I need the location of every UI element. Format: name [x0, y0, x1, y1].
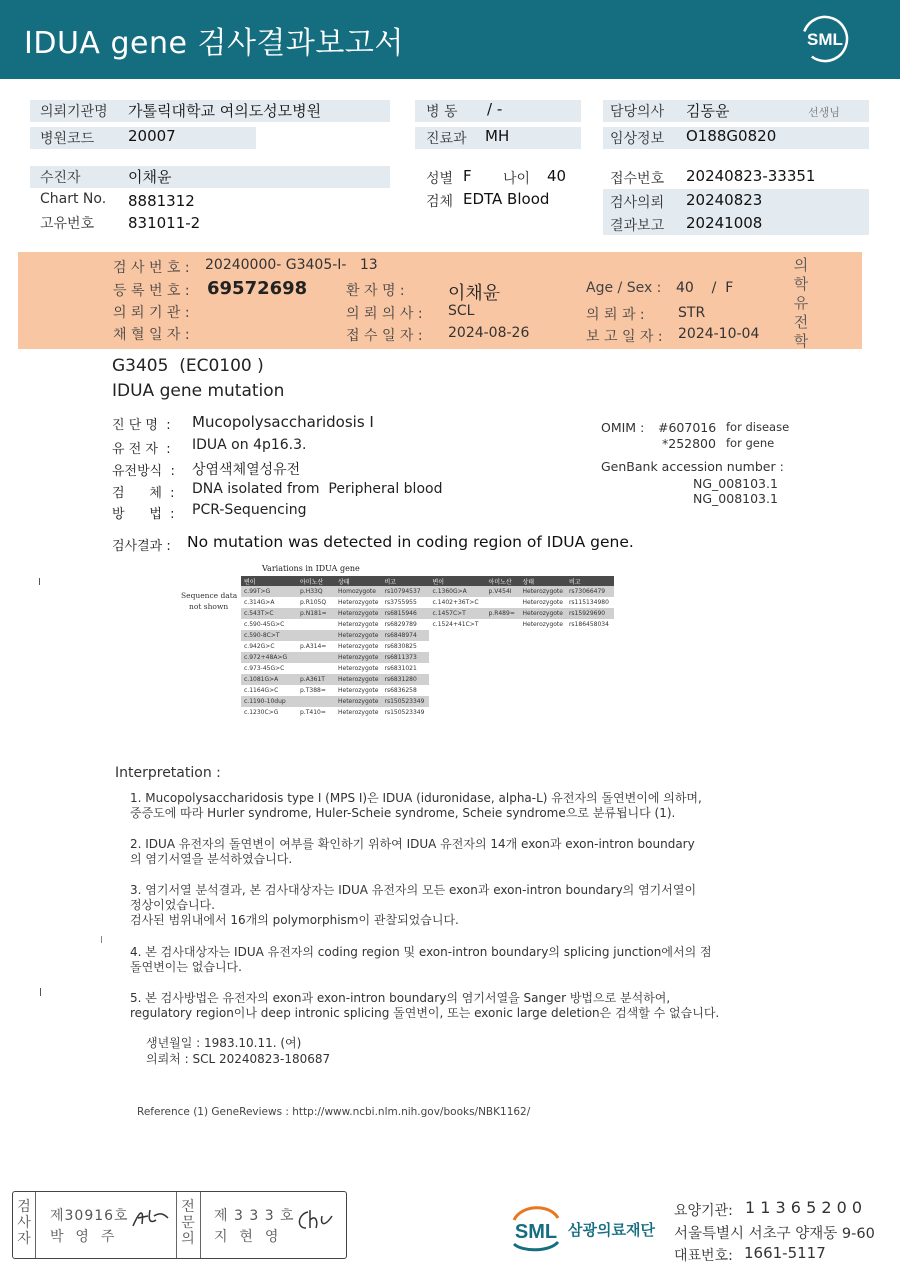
interpretation-title: Interpretation : — [115, 765, 221, 781]
org-name: 삼광의료재단 — [568, 1221, 655, 1239]
patient-value: 이채윤 — [128, 168, 172, 186]
variations-body — [241, 586, 614, 718]
result-label: 검사결과 : — [112, 539, 171, 554]
omim-disease: #607016 — [658, 420, 717, 435]
variations-side-label-1: Sequence data — [181, 591, 238, 600]
requester: 의뢰처 : SCL 20240823-180687 — [146, 1052, 331, 1066]
slip-reg-no: 69572698 — [207, 278, 308, 299]
result-text: No mutation was detected in coding region of IDUA gene. — [187, 533, 634, 551]
table-cell — [429, 663, 485, 674]
table-cell: c.590-8C>T — [241, 630, 297, 641]
sig1-role-char: 사 — [17, 1215, 31, 1231]
interp-1b: 중증도에 따라 Hurler syndrome, Huler-Scheie syndrome, Scheie syndrome으로 분류됩니다 (1). — [130, 806, 676, 820]
specimen-value: EDTA Blood — [463, 190, 550, 208]
table-cell: Heterozygote — [335, 608, 381, 619]
slip-side-char: 의 — [793, 256, 809, 274]
table-cell: c.1164G>C — [244, 687, 279, 694]
slip-report-date-label: 보 고 일 자 : — [586, 329, 663, 345]
specimen-label: 검체 — [426, 194, 454, 210]
table-cell: c.942G>C — [244, 643, 275, 650]
table-cell — [297, 663, 335, 674]
genbank-1: NG_008103.1 — [693, 476, 778, 491]
sex-label: 성별 — [426, 171, 454, 187]
interp-2a: 2. IDUA 유전자의 돌연변이 여부를 확인하기 위하여 IDUA 유전자의 14개 exon과 exon-intron boundary — [130, 837, 695, 851]
provider-number: 1 1 3 6 5 2 0 0 — [745, 1198, 863, 1217]
sig1-number: 제30916호 — [50, 1208, 129, 1224]
dept-label: 진료과 — [426, 131, 467, 147]
table-cell — [566, 674, 614, 685]
request-value: 20240823 — [686, 191, 763, 209]
table-row — [241, 674, 614, 685]
table-cell — [485, 641, 519, 652]
sig1-role-char: 자 — [17, 1231, 31, 1247]
table-cell — [429, 674, 485, 685]
col-header: 변이 — [241, 576, 297, 586]
table-cell: rs6836258 — [384, 687, 417, 694]
sig2-signature-icon — [294, 1208, 334, 1232]
table-cell: p.N181= — [297, 608, 335, 619]
birth-date: 생년월일 : 1983.10.11. (여) — [146, 1036, 302, 1050]
table-cell: Heterozygote — [338, 621, 379, 628]
clinical-value: O188G0820 — [686, 127, 777, 145]
table-cell: rs6830825 — [384, 643, 417, 650]
slip-side-char: 유 — [793, 294, 809, 312]
table-cell: Heterozygote — [338, 687, 379, 694]
table-cell: c.972+48A>G — [241, 652, 297, 663]
chart-label: Chart No. — [40, 191, 107, 207]
slip-report-date: 2024-10-04 — [678, 326, 760, 342]
table-cell: c.973-45G>C — [244, 665, 285, 672]
sig2-role-char: 문 — [181, 1215, 195, 1231]
slip-req-dept: STR — [678, 305, 706, 321]
table-cell — [566, 663, 614, 674]
table-cell — [519, 652, 565, 663]
ward-value: / - — [487, 100, 503, 118]
slip-recv-date-label: 접 수 일 자 : — [346, 328, 423, 344]
hospital-code-value: 20007 — [128, 127, 176, 145]
diag-label: 진 단 명 : — [112, 418, 171, 433]
table-cell: c.314G>A — [244, 599, 275, 606]
address: 서울특별시 서초구 양재동 9-60 — [674, 1226, 875, 1242]
sample-label: 검 체 : — [112, 486, 175, 501]
table-cell — [485, 696, 519, 707]
table-cell — [519, 641, 565, 652]
variations-title: Variations in IDUA gene — [262, 564, 360, 573]
sml-logo-text: SML — [807, 30, 843, 49]
method-value: PCR-Sequencing — [192, 502, 307, 518]
table-cell: c.1360G>A — [429, 586, 485, 597]
table-cell — [566, 652, 614, 663]
interp-3a: 3. 염기서열 분석결과, 본 검사대상자는 IDUA 유전자의 모든 exon과 exon-intron boundary의 염기서열이 — [130, 883, 697, 897]
table-cell: p.A314= — [300, 643, 327, 650]
slip-reg-no-label: 등 록 번 호 : — [113, 283, 190, 299]
inherit-value: 상염색체열성유전 — [192, 462, 301, 478]
table-cell: c.99T>G — [241, 586, 297, 597]
table-row — [241, 707, 614, 718]
col-header: 비고 — [566, 576, 614, 586]
receipt-label: 접수번호 — [610, 171, 665, 187]
sex-value: F — [463, 167, 472, 185]
table-cell: p.V454I — [485, 586, 519, 597]
slip-req-doctor: SCL — [448, 303, 475, 319]
table-cell: rs15929690 — [566, 608, 614, 619]
table-cell — [485, 685, 519, 696]
footer-logo-text: SML — [514, 1221, 558, 1243]
chart-value: 8881312 — [128, 192, 195, 210]
table-cell — [429, 707, 485, 718]
table-cell: rs3755955 — [384, 599, 417, 606]
table-row — [241, 652, 614, 663]
slip-side-char: 학 — [793, 275, 809, 293]
variations-table-wrap — [241, 576, 614, 718]
table-cell: rs6831280 — [381, 674, 429, 685]
table-cell — [297, 696, 335, 707]
phone-label: 대표번호: — [674, 1248, 733, 1264]
table-cell: rs73066479 — [566, 586, 614, 597]
col-header: 변이 — [429, 576, 485, 586]
col-header: 상태 — [519, 576, 565, 586]
doctor-value: 김동윤 — [686, 102, 730, 120]
table-cell: p.A361T — [297, 674, 335, 685]
table-cell — [566, 630, 614, 641]
request-label: 검사의뢰 — [610, 195, 665, 211]
table-row — [241, 696, 614, 707]
table-cell: rs6815946 — [381, 608, 429, 619]
scan-mark — [39, 578, 40, 585]
table-cell — [485, 619, 519, 630]
footer-sml-logo-icon — [508, 1200, 564, 1254]
table-cell — [566, 685, 614, 696]
table-cell: Homozygote — [335, 586, 381, 597]
table-cell — [297, 619, 335, 630]
slip-side-label — [792, 256, 810, 351]
inherit-label: 유전방식 : — [112, 464, 175, 479]
gene-label: 유 전 자 : — [112, 442, 171, 457]
table-cell — [519, 707, 565, 718]
interp-4b: 돌연변이는 없습니다. — [130, 960, 242, 974]
table-cell: Heterozygote — [335, 696, 381, 707]
table-cell — [297, 630, 335, 641]
scan-mark — [40, 988, 41, 996]
interp-2b: 의 염기서열을 분석하였습니다. — [130, 852, 293, 866]
table-cell: p.H33Q — [297, 586, 335, 597]
sml-logo-icon — [800, 14, 850, 64]
table-cell: p.T388= — [300, 687, 326, 694]
gene-value: IDUA on 4p16.3. — [192, 437, 307, 453]
table-cell: Heterozygote — [338, 709, 379, 716]
table-cell: rs10794537 — [381, 586, 429, 597]
genbank-2: NG_008103.1 — [693, 491, 778, 506]
table-cell: Heterozygote — [338, 599, 379, 606]
table-cell — [519, 674, 565, 685]
variations-table — [241, 576, 614, 718]
doctor-label: 담당의사 — [610, 104, 665, 120]
sig2-role-char: 의 — [181, 1231, 195, 1247]
sig2-name: 지 현 영 — [214, 1229, 280, 1245]
table-cell — [485, 663, 519, 674]
table-cell — [429, 685, 485, 696]
table-row — [241, 630, 614, 641]
patient-band — [30, 166, 390, 188]
sig1-role — [17, 1199, 31, 1247]
id-label: 고유번호 — [40, 216, 95, 232]
table-cell: rs6811373 — [381, 652, 429, 663]
table-cell: rs6831021 — [384, 665, 417, 672]
sig1-role-char: 검 — [17, 1199, 31, 1215]
table-cell — [566, 641, 614, 652]
interp-1a: 1. Mucopolysaccharidosis type I (MPS I)은 IDUA (iduronidase, alpha-L) 유전자의 돌연변이에 의하며, — [130, 791, 702, 805]
slip-agesex-label: Age / Sex : — [586, 280, 662, 296]
dept-value: MH — [485, 127, 510, 145]
patient-label: 수진자 — [40, 170, 81, 186]
table-cell — [429, 630, 485, 641]
slip-req-doctor-label: 의 뢰 의 사 : — [346, 306, 423, 322]
table-cell: c.1457C>T — [429, 608, 485, 619]
table-cell: rs6829789 — [384, 621, 417, 628]
reference: Reference (1) GeneReviews : http://www.ncbi.nlm.nih.gov/books/NBK1162/ — [137, 1106, 531, 1118]
table-row — [241, 663, 614, 674]
variations-side-label-2: not shown — [189, 602, 229, 611]
table-row — [241, 608, 614, 619]
institution-label: 의뢰기관명 — [40, 104, 108, 120]
table-cell: c.1402+36T>C — [432, 599, 479, 606]
provider-label: 요양기관: — [674, 1203, 733, 1219]
table-cell — [519, 663, 565, 674]
table-cell: c.1190-10dup — [241, 696, 297, 707]
slip-agesex: 40 / F — [676, 280, 734, 296]
hospital-code-label: 병원코드 — [40, 131, 95, 147]
variations-header-row — [241, 576, 614, 586]
omim-gene: *252800 — [662, 436, 716, 451]
slip-collect-label: 채 혈 일 자 : — [113, 327, 190, 343]
table-cell: Heterozygote — [519, 608, 565, 619]
table-cell: Heterozygote — [335, 630, 381, 641]
slip-patient: 이채윤 — [448, 283, 501, 304]
sig2-role-char: 전 — [181, 1199, 195, 1215]
table-cell: rs150523349 — [384, 709, 425, 716]
table-cell: Heterozygote — [519, 586, 565, 597]
table-row — [241, 619, 614, 630]
age-label: 나이 — [503, 171, 531, 187]
sig2-role — [181, 1199, 195, 1247]
table-row — [241, 685, 614, 696]
table-cell: c.1230C>G — [244, 709, 279, 716]
table-cell — [566, 696, 614, 707]
sig-divider — [176, 1192, 177, 1258]
sig1-name: 박 영 주 — [50, 1229, 116, 1245]
omim-disease-note: for disease — [726, 420, 790, 434]
omim-label: OMIM : — [601, 420, 645, 435]
table-cell: Heterozygote — [522, 599, 563, 606]
table-cell — [429, 652, 485, 663]
table-cell: c.1081G>A — [241, 674, 297, 685]
interp-4a: 4. 본 검사대상자는 IDUA 유전자의 coding region 및 exon-intron boundary의 splicing junction에서의 점 — [130, 945, 712, 959]
slip-inst-label: 의 뢰 기 관 : — [113, 305, 190, 321]
table-cell — [297, 652, 335, 663]
interp-5a: 5. 본 검사방법은 유전자의 exon과 exon-intron boundary의 염기서열을 Sanger 방법으로 분석하여, — [130, 991, 671, 1005]
slip-side-char: 전 — [793, 313, 809, 331]
ward-label: 병 동 — [426, 104, 458, 120]
table-cell: rs150523349 — [381, 696, 429, 707]
table-row — [241, 597, 614, 608]
receipt-value: 20240823-33351 — [686, 167, 816, 185]
method-label: 방 법 : — [112, 507, 175, 522]
id-value: 831011-2 — [128, 214, 201, 232]
table-cell: Heterozygote — [335, 674, 381, 685]
table-cell — [485, 707, 519, 718]
slip-req-dept-label: 의 뢰 과 : — [586, 307, 645, 323]
table-cell: c.543T>C — [241, 608, 297, 619]
report-label: 결과보고 — [610, 218, 665, 234]
table-cell: c.590-45G>C — [244, 621, 285, 628]
table-cell — [519, 685, 565, 696]
table-cell: Heterozygote — [335, 652, 381, 663]
slip-recv-date: 2024-08-26 — [448, 325, 530, 341]
slip-test-no-label: 검 사 번 호 : — [113, 260, 190, 276]
sig-divider — [35, 1192, 36, 1258]
age-value: 40 — [547, 167, 567, 185]
table-cell: p.R489= — [485, 608, 519, 619]
table-cell — [429, 696, 485, 707]
interp-3b: 정상이었습니다. — [130, 898, 215, 912]
table-cell: p.R105Q — [300, 599, 327, 606]
table-cell — [566, 707, 614, 718]
col-header: 상태 — [335, 576, 381, 586]
table-cell: rs6848974 — [381, 630, 429, 641]
test-name: IDUA gene mutation — [112, 381, 285, 401]
doctor-suffix: 선생님 — [808, 106, 840, 119]
table-cell: rs186458034 — [568, 621, 609, 628]
diag-value: Mucopolysaccharidosis I — [192, 413, 374, 431]
phone-number: 1661-5117 — [744, 1244, 826, 1262]
sig1-signature-icon — [130, 1206, 170, 1230]
slip-test-no: 20240000- G3405-I- 13 — [205, 257, 378, 273]
table-cell — [519, 630, 565, 641]
sig2-number: 제 3 3 3 호 — [214, 1208, 295, 1224]
scan-mark — [101, 936, 102, 943]
sig-divider — [200, 1192, 201, 1258]
table-row — [241, 641, 614, 652]
table-cell — [485, 630, 519, 641]
interp-3c: 검사된 범위내에서 16개의 polymorphism이 관찰되었습니다. — [130, 913, 459, 927]
col-header: 아미노산 — [485, 576, 519, 586]
col-header: 아미노산 — [297, 576, 335, 586]
table-cell — [485, 674, 519, 685]
genbank-label: GenBank accession number : — [601, 459, 784, 474]
table-cell: Heterozygote — [522, 621, 563, 628]
slip-side-char: 학 — [793, 332, 809, 350]
table-cell: Heterozygote — [338, 643, 379, 650]
slip-patient-label: 환 자 명 : — [346, 283, 405, 299]
table-cell — [485, 597, 519, 608]
table-cell: p.T410= — [300, 709, 326, 716]
clinical-label: 임상정보 — [610, 131, 665, 147]
report-value: 20241008 — [686, 214, 763, 232]
sample-value: DNA isolated from Peripheral blood — [192, 481, 443, 497]
report-title: IDUA gene 검사결과보고서 — [24, 26, 404, 61]
table-cell — [519, 696, 565, 707]
omim-gene-note: for gene — [726, 436, 775, 450]
table-cell: rs115134980 — [568, 599, 609, 606]
institution-value: 가톨릭대학교 여의도성모병원 — [128, 102, 322, 120]
col-header: 비고 — [381, 576, 429, 586]
table-cell: c.1524+41C>T — [432, 621, 479, 628]
test-code: G3405 (EC0100 ) — [112, 356, 264, 376]
table-row — [241, 586, 614, 597]
table-cell: Heterozygote — [338, 665, 379, 672]
table-cell — [485, 652, 519, 663]
interp-5b: regulatory region이나 deep intronic splicing 돌연변이, 또는 exonic large deletion은 검색할 수 없습니다. — [130, 1006, 720, 1020]
table-cell — [429, 641, 485, 652]
